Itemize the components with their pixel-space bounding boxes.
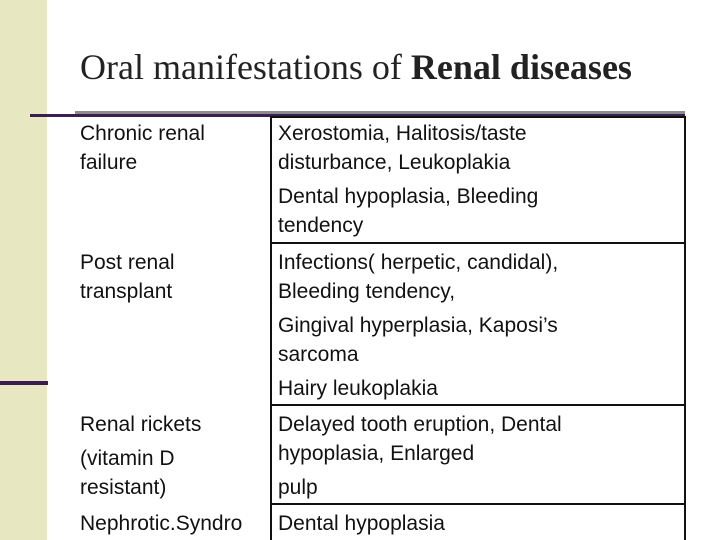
condition-line: Renal rickets <box>80 413 202 436</box>
manifestations-cell <box>278 509 445 538</box>
condition-line: Nephrotic.Syndro <box>80 512 243 535</box>
table-row-divider <box>270 503 685 505</box>
manifestation-line: Xerostomia, Halitosis/taste <box>278 122 527 145</box>
table-row-divider <box>270 404 685 406</box>
title-regular: Oral manifestations of <box>80 47 411 87</box>
manifestation-line: Dental hypoplasia, Bleeding <box>278 185 539 208</box>
condition-cell-renal-rickets <box>80 410 201 502</box>
table-row-divider <box>270 242 685 244</box>
manifestation-line: pulp <box>278 476 318 499</box>
decorative-side-rule <box>0 381 48 385</box>
table-top-border <box>270 116 685 118</box>
manifestation-line: Gingival hyperplasia, Kaposi’s <box>278 314 558 337</box>
condition-cell-post-renal-transplant <box>80 248 175 306</box>
manifestation-line: tendency <box>278 214 364 237</box>
manifestation-line: Infections( herpetic, candidal), <box>278 251 559 274</box>
table-column-divider <box>270 116 272 540</box>
manifestation-line: disturbance, Leukoplakia <box>278 151 511 174</box>
manifestation-line: Hairy leukoplakia <box>278 377 438 400</box>
manifestation-line: hypoplasia, Enlarged <box>278 442 475 465</box>
condition-line: resistant) <box>80 476 167 499</box>
condition-line: failure <box>80 151 138 174</box>
condition-cell-chronic-renal-failure <box>80 119 205 177</box>
manifestations-cell <box>278 119 538 240</box>
decorative-side-bar <box>0 0 47 540</box>
condition-line: transplant <box>80 280 173 303</box>
manifestations-cell <box>278 410 562 502</box>
condition-line: Post renal <box>80 251 175 274</box>
manifestation-line: Bleeding tendency, <box>278 280 456 303</box>
manifestations-cell <box>278 248 558 403</box>
condition-line: Chronic renal <box>80 122 205 145</box>
manifestation-line: Dental hypoplasia <box>278 512 445 535</box>
condition-line: (vitamin D <box>80 447 175 470</box>
manifestation-line: Delayed tooth eruption, Dental <box>278 413 562 436</box>
condition-cell-nephrotic-syndrome <box>80 509 242 538</box>
slide-title <box>80 46 700 88</box>
manifestation-line: sarcoma <box>278 343 359 366</box>
table-right-border <box>684 116 686 540</box>
title-bold: Renal diseases <box>410 47 632 87</box>
